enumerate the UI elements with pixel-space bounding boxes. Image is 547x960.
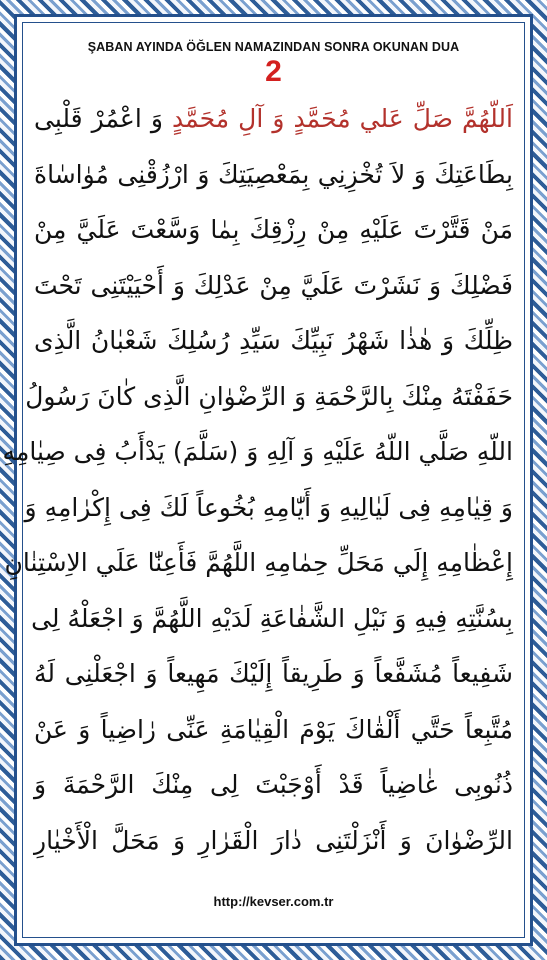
dua-line: ذُنُوبِى غٰاضِياً قَدْ أَوْجَبْتَ لِى مِنْكَ الرَّحْمَةَ وَ [34, 770, 513, 799]
page-title: ŞABAN AYINDA ÖĞLEN NAMAZINDAN SONRA OKUNAN DUA [87, 40, 460, 54]
dua-line-1 [34, 91, 513, 147]
dua-line: فَضْلِكَ وَ نَشَرْتَ عَلَيَّ مِنْ عَدْلِكَ وَ أَحْيَيْتَنِى تَحْتَ [34, 270, 513, 300]
dua-line: اللّهِ صَلَّي اللّهُ عَلَيْهِ وَ آلِهِ وَ (سَلَّمَ) يَدْأَبُ فِى صِيٰامِهِ [2, 437, 513, 466]
dua-line: مَنْ قَتَّرْتَ عَلَيْهِ مِنْ رِزْقِكَ بِمٰا وَسَّعْتَ عَلَيَّ مِنْ [34, 215, 513, 244]
dua-page [2, 26, 519, 934]
dua-line: بِسُنَّتِهِ فِيهِ وَ نَيْلِ الشَّفٰاعَةِ لَدَيْهِ اللَّهُمَّ وَ اجْعَلْهُ لِى [31, 603, 513, 633]
dua-line: وَ قِيٰامِهِ فِى لَيٰالِيهِ وَ أَيّٰامِهِ بُخُوعاً لَكَ فِى إِكْرٰامِهِ وَ [24, 492, 513, 522]
dua-line: إِعْظٰامِهِ إِلَي مَحَلِّ حِمٰامِهِ اللَّهُمَّ فَأَعِنّٰا عَلَي الاِسْتِنٰانِ [4, 548, 513, 577]
dua-line: ظِلِّكَ وَ هٰذٰا شَهْرُ نَبِيِّكَ سَيِّدِ رُسُلِكَ شَعْبٰانُ الَّذِى [34, 326, 513, 355]
dua-line: حَفَفْتَهُ مِنْكَ بِالرَّحْمَةِ وَ الرِّضْوٰانِ الَّذِى كٰانَ رَسُولُ [25, 381, 513, 411]
dua-text [2, 91, 519, 868]
source-url[interactable]: http://kevser.com.tr [213, 894, 334, 909]
dua-line: الرِّضْوٰانَ وَ أَنْزَلْتَنِى دٰارَ الْقَرٰارِ وَ مَحَلَّ الْأَخْيٰارِ [34, 825, 513, 855]
dua-line: بِطَاعَتِكَ وَ لاَ تُخْزِنِي بِمَعْصِيَتِكَ وَ ارْزُقْنِى مُوٰاسٰاةَ [34, 159, 513, 189]
dua-line: مُتَّبِعاً حَتَّي أَلْقٰاكَ يَوْمَ الْقِيٰامَةِ عَنِّى رٰاضِياً وَ عَنْ [34, 714, 513, 744]
dua-number: 2 [265, 55, 282, 88]
dua-line: شَفِيعاً مُشَفَّعاً وَ طَرِيقاً إِلَيْكَ مَهِيعاً وَ اجْعَلْنِى لَهُ [34, 659, 513, 688]
dua-line-1-rest: وَ اعْمُرْ قَلْبِى [34, 104, 172, 133]
salawat-highlight: اَللّهُمَّ صَلِّ عَلي مُحَمَّدٍ وَ آلِ مُحَمَّدٍ [172, 104, 513, 133]
